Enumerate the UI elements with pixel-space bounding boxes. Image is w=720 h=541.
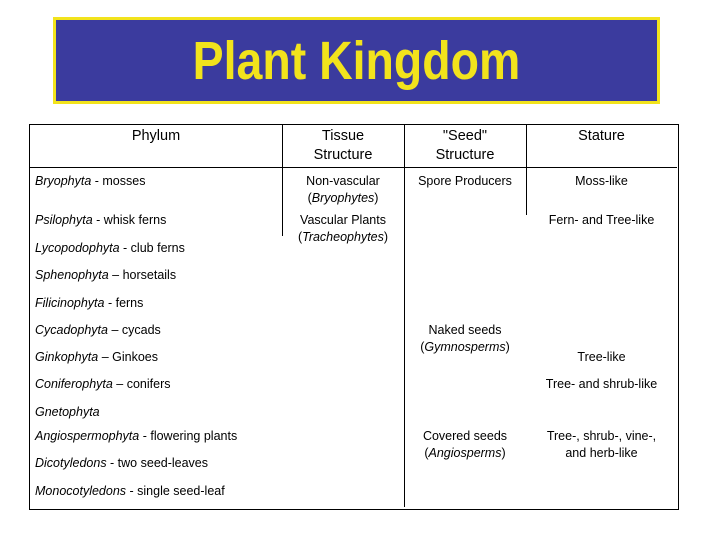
header-divider (30, 167, 677, 168)
phylum-row: Sphenophyta – horsetails (35, 268, 177, 282)
phylum-row: Filicinophyta - ferns (35, 296, 144, 310)
phylum-row: Bryophyta - mosses (35, 174, 146, 188)
phylum-row: Dicotyledons - two seed-leaves (35, 456, 209, 470)
stature-tree-shrub-vine-herb: Tree-, shrub-, vine-, and herb-like (546, 429, 657, 460)
phylum-row: Coniferophyta – conifers (35, 377, 171, 391)
stature-tree-like: Tree-like (577, 350, 626, 364)
tissue-nonvascular: Non-vascular (Bryophytes) (306, 174, 380, 205)
phylum-row: Lycopodophyta - club ferns (35, 241, 185, 255)
header-tissue-structure: Tissue Structure (313, 128, 373, 163)
phylum-row: Gnetophyta (35, 405, 100, 419)
plant-kingdom-table (29, 124, 679, 510)
title-banner (53, 17, 660, 104)
header-seed-structure: "Seed" Structure (435, 128, 495, 163)
seed-spore-producers: Spore Producers (418, 174, 512, 188)
phylum-row: Cycadophyta – cycads (35, 323, 161, 337)
seed-naked-seeds: Naked seeds (Gymnosperms) (420, 323, 510, 354)
phylum-row: Ginkophyta – Ginkoes (35, 350, 158, 364)
phylum-row: Angiospermophyta - flowering plants (35, 429, 238, 443)
phylum-row: Psilophyta - whisk ferns (35, 213, 167, 227)
header-phylum: Phylum (131, 128, 181, 144)
phylum-row: Monocotyledons - single seed-leaf (35, 484, 225, 498)
stature-fern-tree-like: Fern- and Tree-like (548, 213, 655, 227)
stature-moss-like: Moss-like (575, 174, 628, 188)
tissue-vascular: Vascular Plants (Tracheophytes) (297, 213, 389, 244)
page-title: Plant Kingdom (192, 30, 521, 91)
seed-covered-seeds: Covered seeds (Angiosperms) (422, 429, 508, 460)
stature-tree-shrub-like: Tree- and shrub-like (545, 377, 658, 391)
header-stature: Stature (578, 128, 625, 144)
